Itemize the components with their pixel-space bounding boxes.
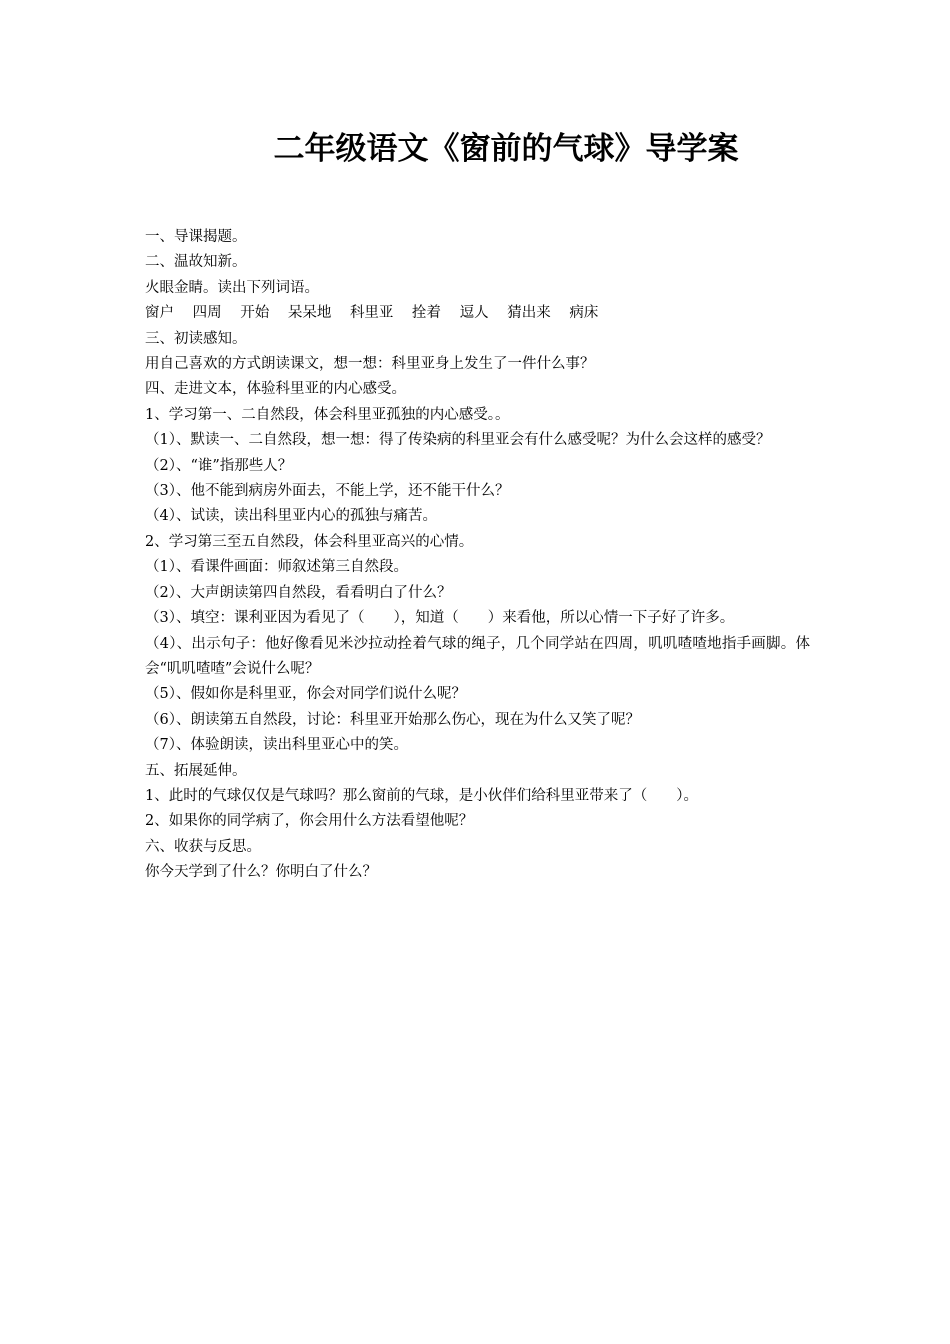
paragraph: （4）、出示句子：他好像看见米沙拉动拴着气球的绳子，几个同学站在四周，叽叽喳喳地指手画脚。体会“叽叽喳喳”会说什么呢？ <box>145 635 810 677</box>
vocab-word: 科里亚 <box>349 305 394 322</box>
vocab-word: 呆呆地 <box>287 305 332 322</box>
paragraph: 你今天学到了什么？你明白了什么？ <box>145 864 377 881</box>
paragraph: （6）、朗读第五自然段，讨论：科里亚开始那么伤心，现在为什么又笑了呢？ <box>145 711 640 728</box>
paragraph: 用自己喜欢的方式朗读课文，想一想：科里亚身上发生了一件什么事？ <box>145 356 595 373</box>
vocab-word: 四周 <box>192 305 222 322</box>
paragraph: 2、学习第三至五自然段，体会科里亚高兴的心情。 <box>145 533 474 550</box>
paragraph: （4）、试读，读出科里亚内心的孤独与痛苦。 <box>145 508 437 525</box>
vocabulary-list <box>145 301 810 326</box>
document-body <box>145 225 810 886</box>
paragraph: （7）、体验朗读，读出科里亚心中的笑。 <box>145 737 408 754</box>
paragraph: （2）、“谁”指那些人？ <box>145 457 293 474</box>
section-heading-first-reading: 三、初读感知。 <box>145 330 247 347</box>
vocab-word: 猜出来 <box>507 305 551 322</box>
vocab-word: 逗人 <box>459 305 489 322</box>
paragraph: 1、此时的气球仅仅是气球吗？那么窗前的气球，是小伙伴们给科里亚带来了（ ）。 <box>145 787 698 804</box>
section-heading-text-study: 四、走进文本，体验科里亚的内心感受。 <box>145 381 406 398</box>
vocab-word: 开始 <box>240 305 270 322</box>
vocab-word: 窗户 <box>145 305 174 322</box>
paragraph: （1）、默读一、二自然段，想一想：得了传染病的科里亚会有什么感受呢？为什么会这样的感受？ <box>145 432 771 449</box>
vocab-word: 拴着 <box>412 305 442 322</box>
paragraph: （3）、他不能到病房外面去，不能上学，还不能干什么？ <box>145 483 510 500</box>
section-heading-review: 二、温故知新。 <box>145 254 247 271</box>
section-heading-extension: 五、拓展延伸。 <box>145 762 247 779</box>
section-heading-intro: 一、导课揭题。 <box>145 229 247 245</box>
paragraph: 2、如果你的同学病了，你会用什么方法看望他呢？ <box>145 813 474 830</box>
vocab-word: 病床 <box>569 305 599 322</box>
section-heading-reflection: 六、收获与反思。 <box>145 838 261 855</box>
paragraph: 1、学习第一、二自然段，体会科里亚孤独的内心感受。。 <box>145 406 510 423</box>
paragraph: （1）、看课件画面：师叙述第三自然段。 <box>145 559 408 576</box>
paragraph: （2）、大声朗读第四自然段，看看明白了什么？ <box>145 584 452 601</box>
paragraph: （5）、假如你是科里亚，你会对同学们说什么呢？ <box>145 686 466 703</box>
review-instruction: 火眼金睛。读出下列词语。 <box>145 279 319 296</box>
document-title: 二年级语文《窗前的气球》导学案 <box>273 131 739 167</box>
paragraph: （3）、填空：课利亚因为看见了（ ），知道（ ）来看他，所以心情一下子好了许多。 <box>145 610 735 627</box>
